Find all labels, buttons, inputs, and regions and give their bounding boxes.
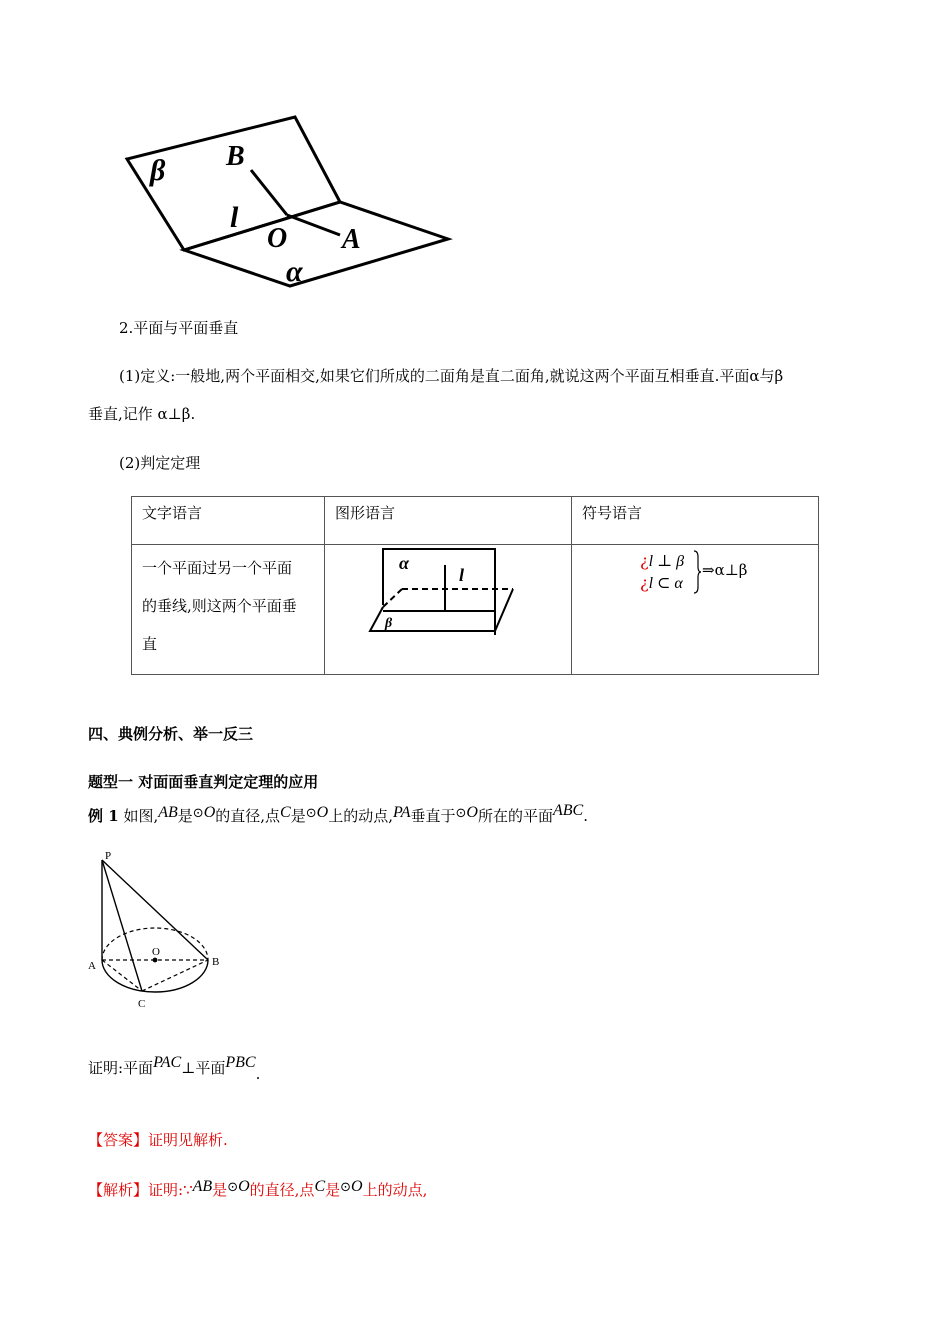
header-graphic-language: 图形语言: [335, 504, 396, 522]
dihedral-angle-figure: [110, 105, 470, 300]
label-C: C: [138, 998, 146, 1010]
answer-tag: 【答案】: [88, 1131, 149, 1149]
segment-OA: [287, 215, 340, 235]
base-front-arc: [102, 960, 208, 992]
label-alpha: α: [286, 255, 303, 288]
header-text-language: 文字语言: [142, 504, 203, 522]
example-1: 例 1 如图,AB是⊙O的直径,点C是⊙O上的动点,PA垂直于⊙O所在的平面ABC.: [88, 802, 588, 825]
answer-text: 证明见解析.: [148, 1131, 228, 1149]
theorem-table: [131, 496, 819, 675]
segment-CB: [142, 960, 208, 991]
symbol-line-2: ¿l ⊂ α: [640, 573, 683, 592]
theorem-title: (2)判定定理: [119, 454, 201, 472]
plane-alpha: [184, 202, 448, 286]
label-A: A: [342, 224, 361, 255]
label-B: B: [212, 956, 220, 968]
text-line: 的垂线,则这两个平面垂: [142, 597, 297, 615]
cone-figure: [84, 848, 234, 1013]
definition-line-2: 垂直,记作 α⊥β.: [88, 405, 196, 423]
proof-statement: 证明:平面PAC⊥平面PBC.: [88, 1054, 261, 1083]
center-O: [153, 958, 158, 963]
label-l: l: [230, 201, 239, 234]
fig-label-l: l: [459, 565, 465, 585]
type-1-title: 题型一 对面面垂直判定定理的应用: [88, 773, 319, 791]
symbol-line-1: ¿l ⊥ β: [640, 551, 685, 570]
plane-beta-left-hidden: [383, 589, 402, 607]
text-line: 一个平面过另一个平面: [142, 559, 293, 577]
brace-icon: [692, 549, 702, 595]
cell-text-language: [132, 545, 324, 663]
analysis-line: 【解析】证明:∵AB是⊙O的直径,点C是⊙O上的动点,: [88, 1178, 428, 1199]
label-O: O: [267, 223, 288, 254]
text-line: 直: [142, 635, 158, 653]
symbol-result: ⇒α⊥β: [702, 561, 748, 579]
label-B: B: [226, 141, 245, 172]
fig-label-beta: β: [385, 616, 393, 631]
plane-perpendicular-figure: [325, 545, 571, 670]
section-2-title: 2.平面与平面垂直: [119, 319, 239, 337]
answer-line: [88, 1130, 228, 1150]
label-A: A: [88, 960, 96, 972]
label-P: P: [105, 850, 112, 862]
header-symbol-language: 符号语言: [582, 504, 643, 522]
segment-OB: [251, 170, 287, 215]
label-beta: β: [150, 154, 166, 187]
definition-line-1: (1)定义:一般地,两个平面相交,如果它们所成的二面角是直二面角,就说这两个平面互相垂直.平面α与β: [119, 367, 784, 385]
label-O: O: [152, 946, 160, 958]
fig-label-alpha: α: [399, 553, 409, 573]
cell-symbol-language: [572, 545, 818, 670]
section-4-title: 四、典例分析、举一反三: [88, 725, 254, 743]
